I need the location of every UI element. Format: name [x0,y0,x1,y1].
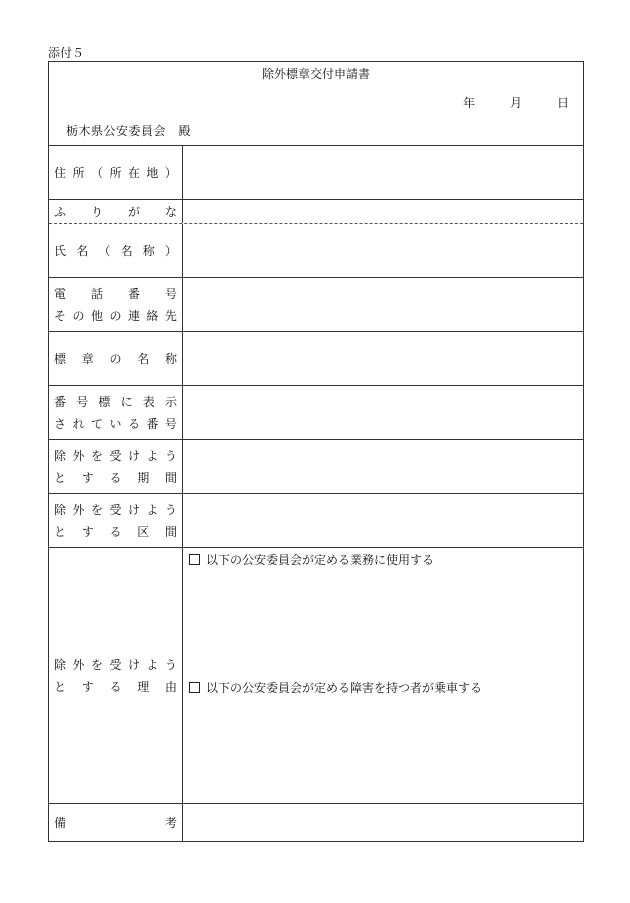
label-reason-line-1: 除 外 を 受 け よ う [54,657,177,672]
reason-option-disability-label: 以下の公安委員会が定める障害を持つ者が乗車する [206,681,483,695]
reason-option-business[interactable] [189,552,434,568]
label-period-line-2: と す る 期 間 [54,470,177,485]
reason-field [183,548,583,803]
row-period [49,439,583,493]
label-address-line-1: 住 所 （ 所 在 地 ） [54,165,177,180]
attachment-label: 添付５ [48,46,85,60]
label-name [49,224,183,277]
label-period [49,440,183,493]
period-field[interactable] [183,440,583,493]
label-sign-name-line-1: 標 章 の 名 称 [54,351,177,366]
label-plate-number-line-1: 番 号 標 に 表 示 [54,394,177,409]
label-plate-number-line-2: さ れ て い る 番 号 [54,416,177,431]
date-day-label: 日 [557,96,570,110]
label-furigana-line-1: ふ り が な [54,204,177,219]
label-reason [49,548,183,803]
date-year-label: 年 [463,96,476,110]
label-phone-line-2: そ の 他 の 連 絡 先 [54,308,177,323]
sign-name-field[interactable] [183,332,583,385]
row-phone [49,277,583,331]
furigana-field[interactable] [183,200,583,223]
label-section-line-2: と す る 区 間 [54,524,177,539]
label-section-line-1: 除 外 を 受 け よ う [54,502,177,517]
row-remarks [49,803,583,841]
reason-option-disability[interactable] [189,680,482,696]
checkbox-icon[interactable] [189,554,200,565]
form-title: 除外標章交付申請書 [261,67,370,81]
reason-option-business-label: 以下の公安委員会が定める業務に使用する [206,553,435,567]
application-form [48,61,584,842]
name-field[interactable] [183,224,583,277]
phone-field[interactable] [183,278,583,331]
label-remarks [49,804,183,841]
label-section [49,494,183,547]
row-sign-name [49,331,583,385]
section-field[interactable] [183,494,583,547]
label-furigana [49,200,183,223]
label-phone-line-1: 電 話 番 号 [54,286,177,301]
label-plate-number [49,386,183,439]
label-reason-line-2: と す る 理 由 [54,679,177,694]
label-remarks-line-1: 備 考 [54,815,177,830]
row-address [49,145,583,199]
addressee: 栃木県公安委員会 殿 [66,124,192,138]
label-period-line-1: 除 外 を 受 け よ う [54,448,177,463]
checkbox-icon[interactable] [189,682,200,693]
date-month-label: 月 [510,96,523,110]
row-reason [49,547,583,803]
label-address [49,146,183,199]
row-plate-number [49,385,583,439]
remarks-field[interactable] [183,804,583,841]
address-field[interactable] [183,146,583,199]
row-section [49,493,583,547]
label-sign-name [49,332,183,385]
row-furigana [49,199,583,223]
form-header [49,62,583,145]
plate-number-field[interactable] [183,386,583,439]
label-name-line-1: 氏 名 （ 名 称 ） [54,243,177,258]
row-name [49,223,583,277]
label-phone [49,278,183,331]
